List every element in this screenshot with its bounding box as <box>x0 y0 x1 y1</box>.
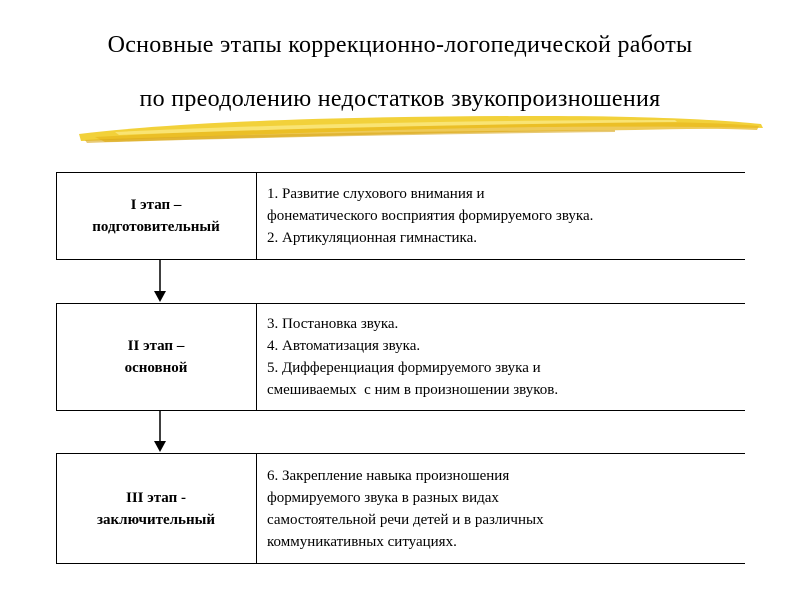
stage-1-divider <box>256 172 257 260</box>
stage-3-divider <box>256 453 257 564</box>
stage-1-description <box>267 172 741 260</box>
stage-3-label-line-1: III этап - <box>126 489 186 506</box>
stage-1-desc-line: 1. Развитие слухового внимания и <box>267 186 485 202</box>
stage-1-label-line-2: подготовительный <box>92 219 220 235</box>
arrow-down-icon <box>150 260 170 303</box>
stage-2-desc-line: 4. Автоматизация звука. <box>267 338 421 354</box>
stage-2-label-line-1: II этап – <box>127 338 185 354</box>
diagram-title-line-2: по преодолению недостатков звукопроизношения <box>139 86 661 112</box>
stage-3-desc-line: коммуникативных ситуациях. <box>267 533 457 550</box>
stage-2-description <box>267 303 741 411</box>
stage-2-label <box>56 303 256 411</box>
stage-3-description <box>267 453 741 564</box>
arrow-down-icon <box>150 411 170 453</box>
stage-2-row <box>56 303 745 411</box>
stage-3-label-line-2: заключительный <box>97 511 215 528</box>
stage-2-desc-line: 3. Постановка звука. <box>267 316 399 332</box>
stage-2-label-line-2: основной <box>124 360 188 376</box>
diagram-title-line-1: Основные этапы коррекционно-логопедической работы <box>107 32 693 58</box>
stage-3-desc-line: 6. Закрепление навыка произношения <box>267 467 510 484</box>
stage-1-label-line-1: I этап – <box>130 197 182 213</box>
stage-3-row <box>56 453 745 564</box>
stage-3-desc-line: формируемого звука в разных видах <box>267 489 499 506</box>
stage-2-desc-line: 5. Дифференциация формируемого звука и <box>267 360 541 376</box>
stage-1-desc-line: 2. Артикуляционная гимнастика. <box>267 230 477 246</box>
stage-1-label <box>56 172 256 260</box>
stage-2-divider <box>256 303 257 411</box>
stage-2-desc-line: смешиваемых с ним в произношении звуков. <box>267 382 559 398</box>
stage-3-desc-line: самостоятельной речи детей и в различных <box>267 511 544 528</box>
yellow-brush-stroke <box>75 110 765 150</box>
stage-3-label <box>56 453 256 564</box>
stage-1-desc-line: фонематического восприятия формируемого звука. <box>267 208 594 224</box>
stage-1-row <box>56 172 745 260</box>
